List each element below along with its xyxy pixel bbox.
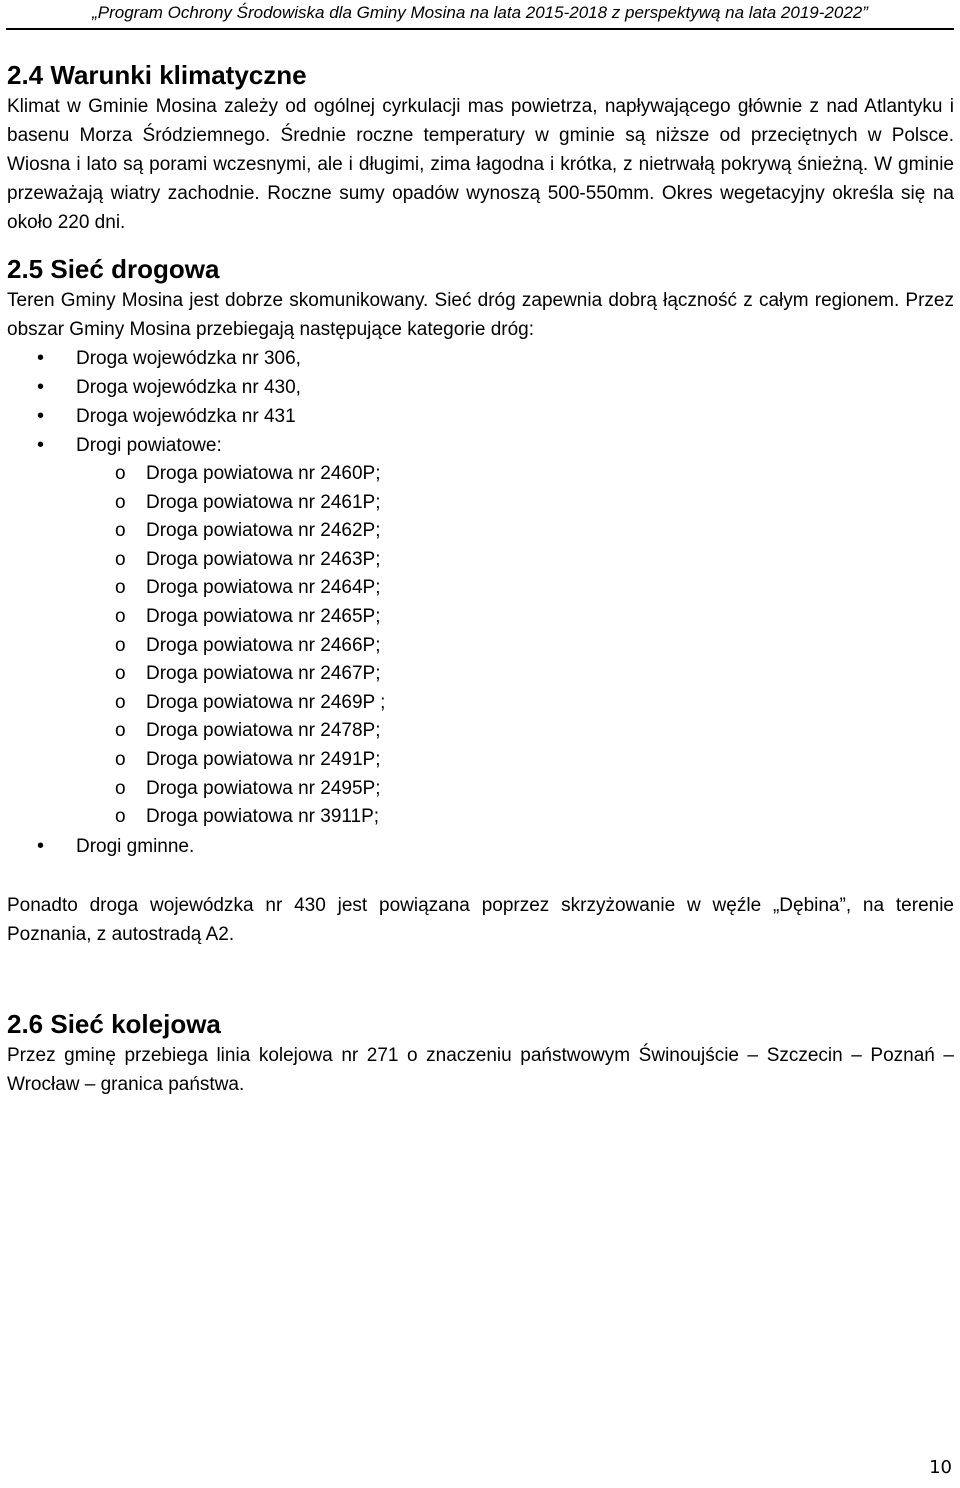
list-marker: o bbox=[115, 748, 126, 770]
list-item-label: Drogi powiatowe: bbox=[76, 435, 222, 456]
list-marker: o bbox=[115, 720, 126, 742]
roads-intro-paragraph: Teren Gminy Mosina jest dobrze skomunikowany. Sieć dróg zapewnia dobrą łączność z całym regionem. Przez obszar Gminy Mosina przebiegają następujące kategorie dróg: bbox=[7, 290, 954, 340]
sub-list-item-text: Droga powiatowa nr 2495P; bbox=[146, 777, 381, 799]
list-marker: o bbox=[115, 548, 126, 570]
list-marker: o bbox=[115, 806, 126, 828]
list-marker: o bbox=[115, 663, 126, 685]
sub-list-item-text: Droga powiatowa nr 2463P; bbox=[146, 548, 381, 570]
sub-list-item bbox=[7, 632, 954, 661]
section-roads bbox=[7, 252, 954, 949]
sub-list-item bbox=[7, 517, 954, 546]
list-item: • Drogi gminne. bbox=[7, 832, 954, 861]
sub-list-item bbox=[7, 717, 954, 746]
sub-list-item-text: Droga powiatowa nr 2467P; bbox=[146, 663, 381, 685]
section-heading-rail: 2.6 Sieć kolejowa bbox=[7, 1008, 221, 1039]
section-rail bbox=[7, 1007, 954, 1099]
sub-list-item-text: Droga powiatowa nr 2466P; bbox=[146, 634, 381, 656]
sub-list-item-text: Droga powiatowa nr 2464P; bbox=[146, 577, 381, 599]
sub-list-item-text: Droga powiatowa nr 2469P ; bbox=[146, 691, 386, 713]
sub-list-item-text: Droga powiatowa nr 2465P; bbox=[146, 605, 381, 627]
list-item: • Droga wojewódzka nr 306, bbox=[7, 344, 954, 373]
list-marker: o bbox=[115, 491, 126, 513]
list-marker: o bbox=[115, 520, 126, 542]
sub-list-item bbox=[7, 803, 954, 832]
list-item-county-roads bbox=[7, 431, 954, 832]
section-heading-climate: 2.4 Warunki klimatyczne bbox=[7, 60, 307, 90]
list-item: • Droga wojewódzka nr 430, bbox=[7, 373, 954, 402]
sub-list-item-text: Droga powiatowa nr 2460P; bbox=[146, 463, 381, 484]
list-marker: o bbox=[115, 777, 126, 799]
document-body bbox=[7, 58, 954, 1099]
page-number: 10 bbox=[929, 1457, 952, 1478]
climate-paragraph: Klimat w Gminie Mosina zależy od ogólnej cyrkulacji mas powietrza, napływającego głównie z nad Atlantyku i basenu Morza Śródziemnego. Średnie roczne temperatury w gminie są niższe od przeciętnych w Polsce. Wiosna i lato są porami wczesnymi, ale i długimi, zima łagodna i krótka, z nietrwałą pokrywą śnieżną. W gminie przeważają wiatry zachodnie. Roczne sumy opadów wynoszą 500-550mm. Okres wegetacyjny określa się na około 220 dni. bbox=[7, 96, 954, 233]
rail-paragraph: Przez gminę przebiega linia kolejowa nr 271 o znaczeniu państwowym Świnoujście – Szczecin – Poznań – Wrocław – granica państwa. bbox=[7, 1044, 954, 1095]
sub-list-item bbox=[7, 603, 954, 632]
section-climate bbox=[7, 58, 954, 237]
roads-note-paragraph: Ponadto droga wojewódzka nr 430 jest powiązana poprzez skrzyżowanie w węźle „Dębina”, na terenie Poznania, z autostradą A2. bbox=[7, 894, 954, 945]
sub-list-item bbox=[7, 775, 954, 804]
sub-list-item bbox=[7, 574, 954, 603]
sub-list-item-text: Droga powiatowa nr 3911P; bbox=[146, 806, 380, 828]
sub-list-item bbox=[7, 460, 954, 489]
list-marker: o bbox=[115, 577, 126, 599]
sub-list-item bbox=[7, 546, 954, 575]
county-road-list bbox=[76, 460, 954, 832]
sub-list-item bbox=[7, 746, 954, 775]
sub-list-item-text: Droga powiatowa nr 2491P; bbox=[146, 748, 381, 770]
list-marker: o bbox=[115, 463, 126, 484]
sub-list-item-text: Droga powiatowa nr 2461P; bbox=[146, 491, 381, 513]
list-marker: o bbox=[115, 634, 126, 656]
sub-list-item bbox=[7, 489, 954, 518]
header-divider bbox=[6, 28, 954, 30]
list-item: • Droga wojewódzka nr 431 bbox=[7, 402, 954, 431]
list-marker: o bbox=[115, 691, 126, 713]
sub-list-item-text: Droga powiatowa nr 2462P; bbox=[146, 520, 381, 542]
list-marker: o bbox=[115, 605, 126, 627]
sub-list-item bbox=[7, 689, 954, 718]
section-heading-roads: 2.5 Sieć drogowa bbox=[7, 254, 220, 284]
running-header: „Program Ochrony Środowiska dla Gminy Mosina na lata 2015-2018 z perspektywą na lata 2019-2022” bbox=[92, 3, 868, 22]
sub-list-item bbox=[7, 660, 954, 689]
road-category-list bbox=[7, 344, 954, 861]
sub-list-item-text: Droga powiatowa nr 2478P; bbox=[146, 720, 381, 742]
